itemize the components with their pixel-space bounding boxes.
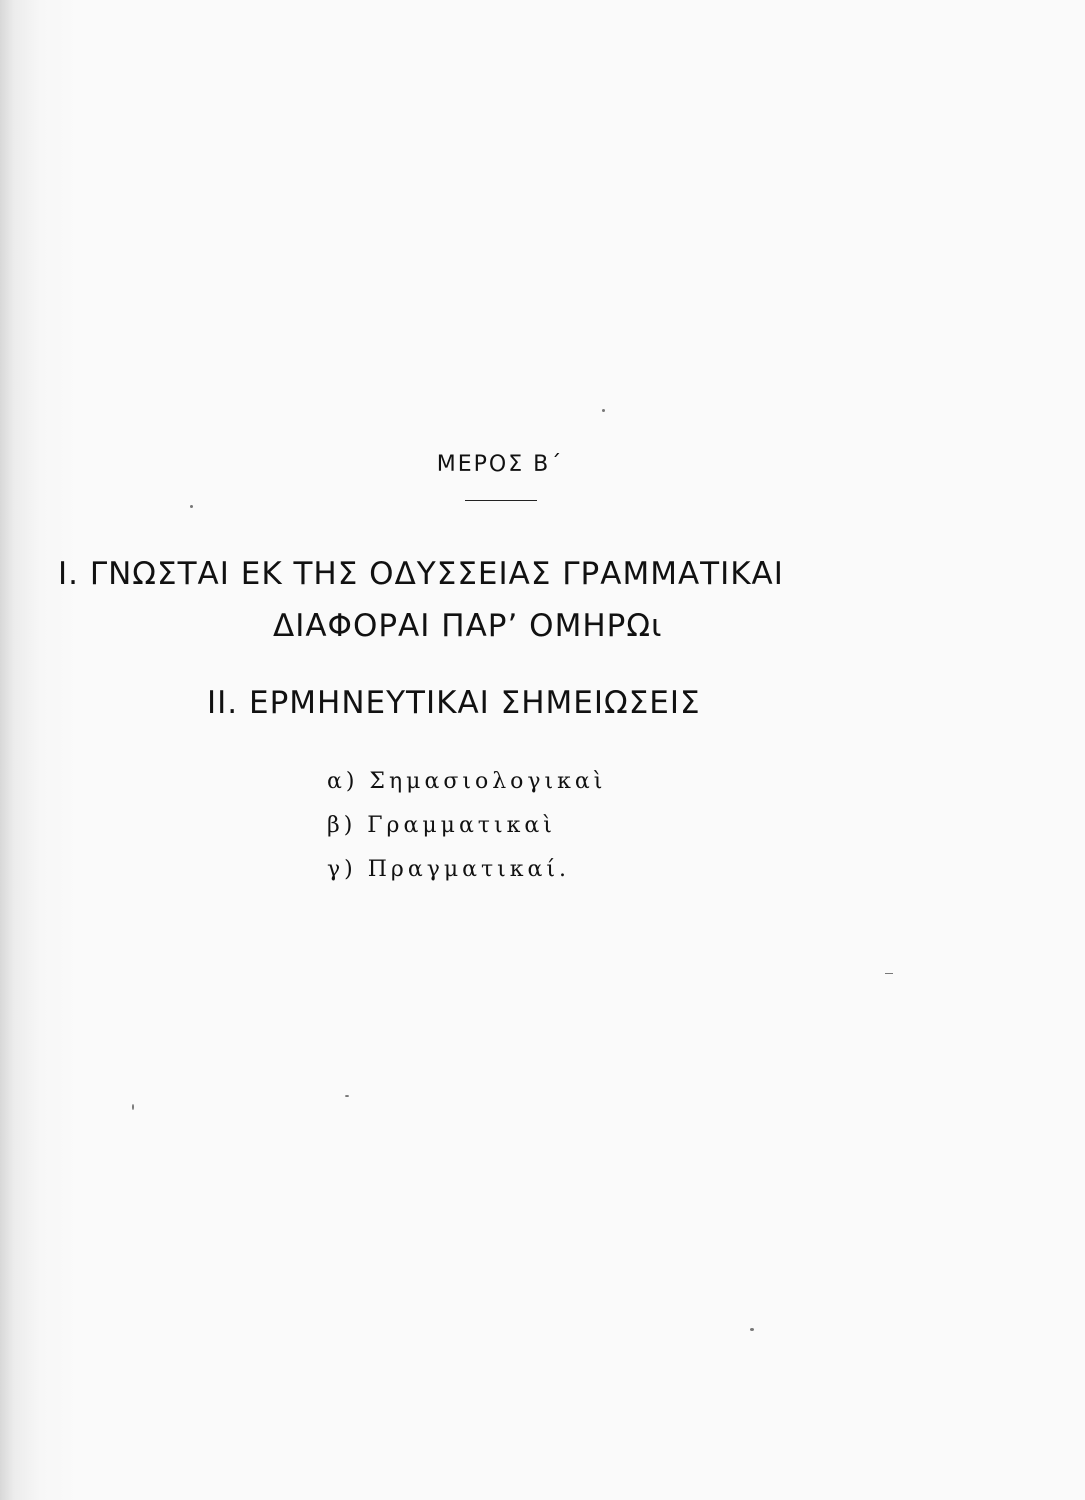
section-1-title-line-2: ΔΙΑΦΟΡΑΙ ΠΑΡ’ ΟΜΗΡΩι — [273, 608, 663, 644]
section-1-title-line-1: Ι. ΓΝΩΣΤΑΙ ΕΚ ΤΗΣ ΟΔΥΣΣΕΙΑΣ ΓΡΑΜΜΑΤΙΚΑΙ — [58, 556, 784, 592]
part-heading: ΜΕΡΟΣ Β΄ — [436, 452, 564, 477]
heading-divider — [465, 500, 537, 501]
section-2-title: ΙΙ. ΕΡΜΗΝΕΥΤΙΚΑΙ ΣΗΜΕΙΩΣΕΙΣ — [207, 685, 701, 721]
subsection-item-b: β) Γραμματικαὶ — [327, 813, 556, 838]
scan-speck — [132, 1104, 134, 1110]
subsection-item-c: γ) Πραγματικαί. — [327, 857, 571, 882]
section-1-title — [58, 548, 938, 652]
subsection-item-a: α) Σημασιολογικαὶ — [327, 769, 607, 794]
scan-speck — [190, 505, 193, 508]
scan-speck — [602, 409, 605, 412]
scan-speck — [750, 1328, 754, 1331]
scan-speck — [345, 1095, 349, 1097]
scan-speck — [885, 973, 893, 974]
section-2-subsection-list — [327, 760, 606, 892]
